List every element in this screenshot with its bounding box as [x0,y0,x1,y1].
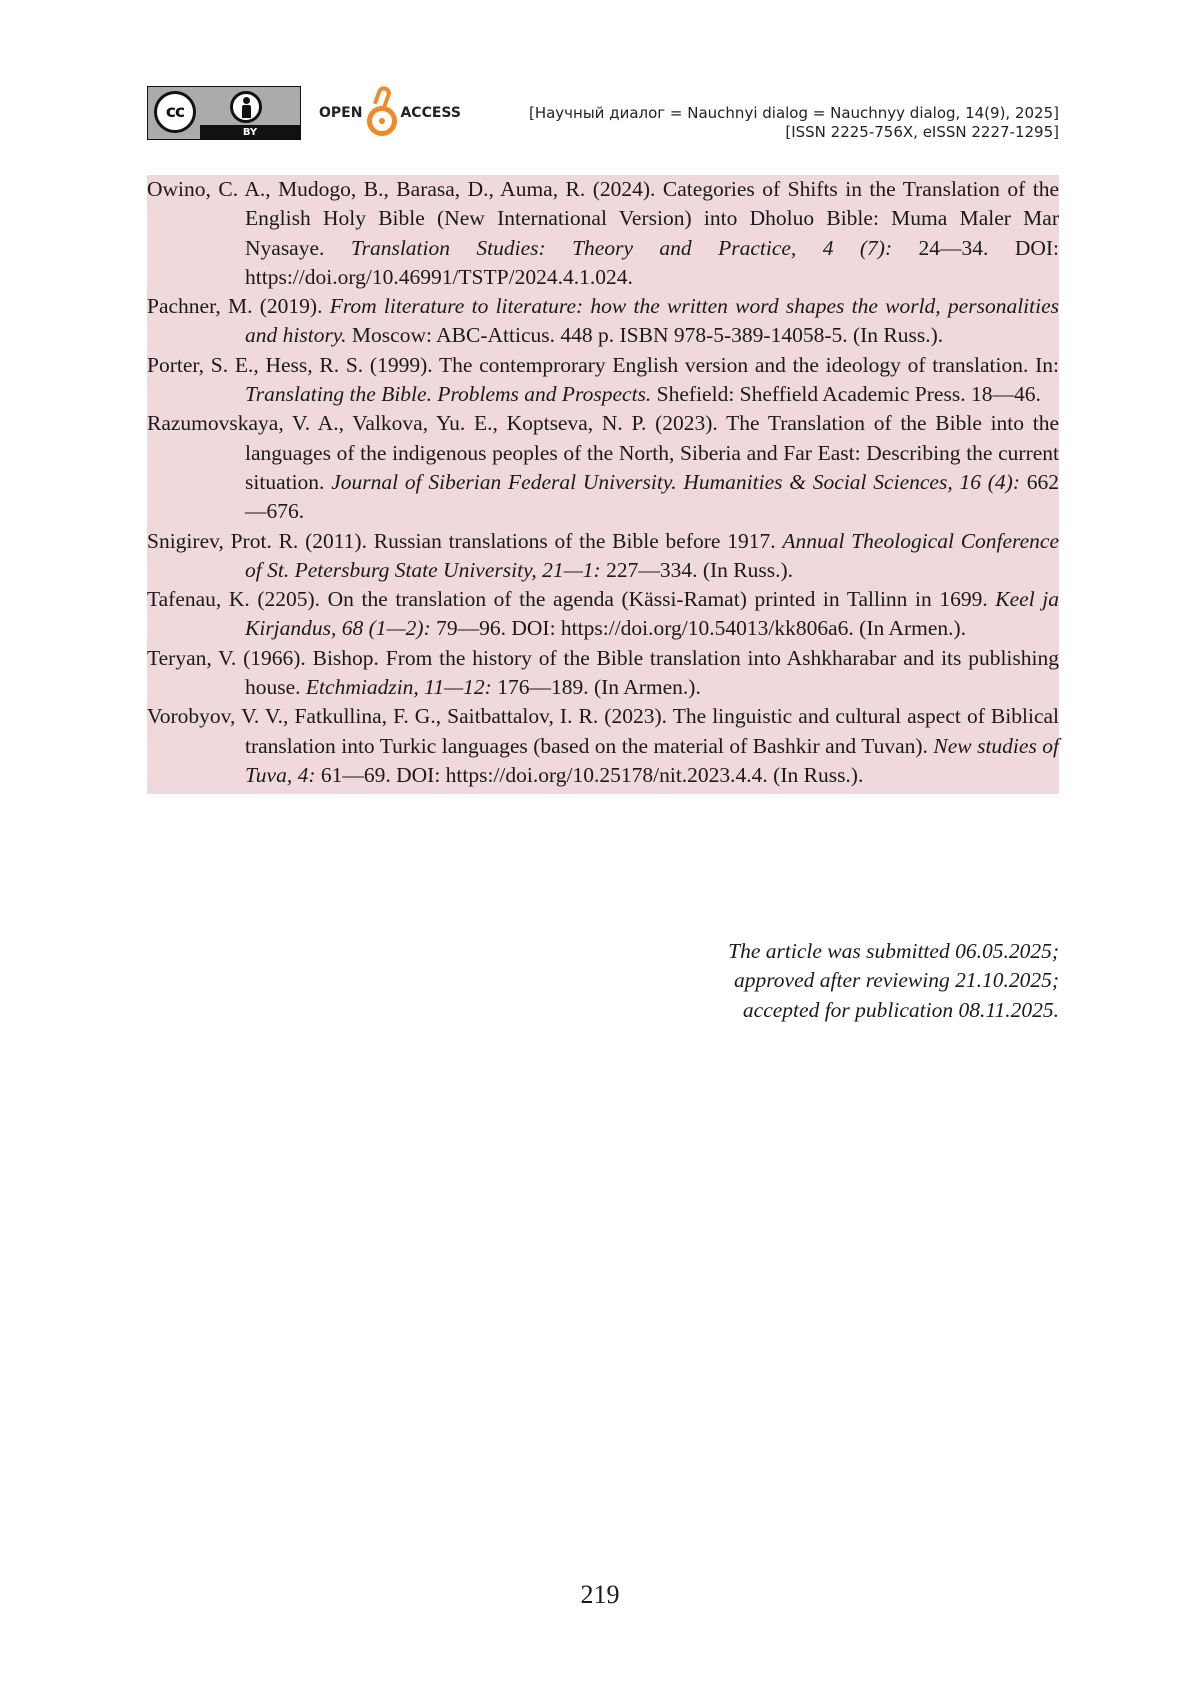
reference-item: Teryan, V. (1966). Bishop. From the history of the Bible translation into Ashkharabar and its publishing house. Etchmiadzin, 11—12: 176—189. (In Armen.). [147,645,1059,700]
journal-citation: [Научный диалог = Nauchnyi dialog = Nauchnyy dialog, 14(9), 2025] [528,104,1059,122]
reference-item: Razumovskaya, V. A., Valkova, Yu. E., Koptseva, N. P. (2023). The Translation of the Bible into the languages of the indigenous peoples of the North, Siberia and Far East: Describing the current situation. Journal of Siberian Federal University. Humanities & Social Sciences, 16 (4): 662—676. [147,411,1060,524]
cc-by-license-badge[interactable] [147,86,301,140]
approved-date: approved after reviewing 21.10.2025; [733,968,1059,993]
open-access-access-text: ACCESS [400,105,461,121]
reference-item: Porter, S. E., Hess, R. S. (1999). The contemprorary English version and the ideology of translation. In: Translating the Bible. Problems and Prospects. Shefield: Sheffield Academic Press. 18—46. [147,352,1059,407]
attribution-person-icon [230,91,262,123]
page-header [147,86,1059,142]
reference-item: Vorobyov, V. V., Fatkullina, F. G., Saitbattalov, I. R. (2023). The linguistic and cultural aspect of Biblical translation into Turkic languages (based on the material of Bashkir and Tuvan). New studies of Tuva, 4: 61—69. DOI: https://doi.org/10.25178/nit.2023.4.4. (In Russ.). [147,704,1060,787]
page-number: 219 [580,1580,620,1609]
open-access-open-text: OPEN [319,105,363,121]
reference-list [147,175,1059,794]
by-label: BY [200,125,300,139]
journal-issn: [ISSN 2225-756X, eISSN 2227-1295] [785,123,1059,141]
journal-info [529,104,1059,142]
submission-dates [728,937,1059,1025]
reference-item: Pachner, M. (2019). From literature to literature: how the written word shapes the world, personalities and history. Moscow: ABC-Atticus. 448 p. ISBN 978-5-389-14058-5. (In Russ.). [147,294,1059,348]
creative-commons-icon: cc [154,91,196,133]
reference-item: Tafenau, K. (2205). On the translation of the agenda (Kässi-Ramat) printed in Tallinn in 1699. Keel ja Kirjandus, 68 (1—2): 79—96. DOI: https://doi.org/10.54013/kk806a6. (In Armen.). [147,587,1059,641]
reference-item: Snigirev, Prot. R. (2011). Russian translations of the Bible before 1917. Annual Theological Conference of St. Petersburg State University, 21—1: 227—334. (In Russ.). [147,528,1059,582]
open-lock-icon [364,88,398,138]
submitted-date: The article was submitted 06.05.2025; [728,939,1059,963]
reference-item: Owino, C. A., Mudogo, B., Barasa, D., Auma, R. (2024). Categories of Shifts in the Translation of the English Holy Bible (New International Version) into Dholuo Bible: Muma Maler Mar Nyasaye. Translation Studies: Theory and Practice, 4 (7): 24—34. DOI: https://doi.org/10.46991/TSTP/2024.4.1.024. [147,177,1060,289]
accepted-date: accepted for publication 08.11.2025. [742,997,1059,1022]
open-access-logo [319,86,469,140]
